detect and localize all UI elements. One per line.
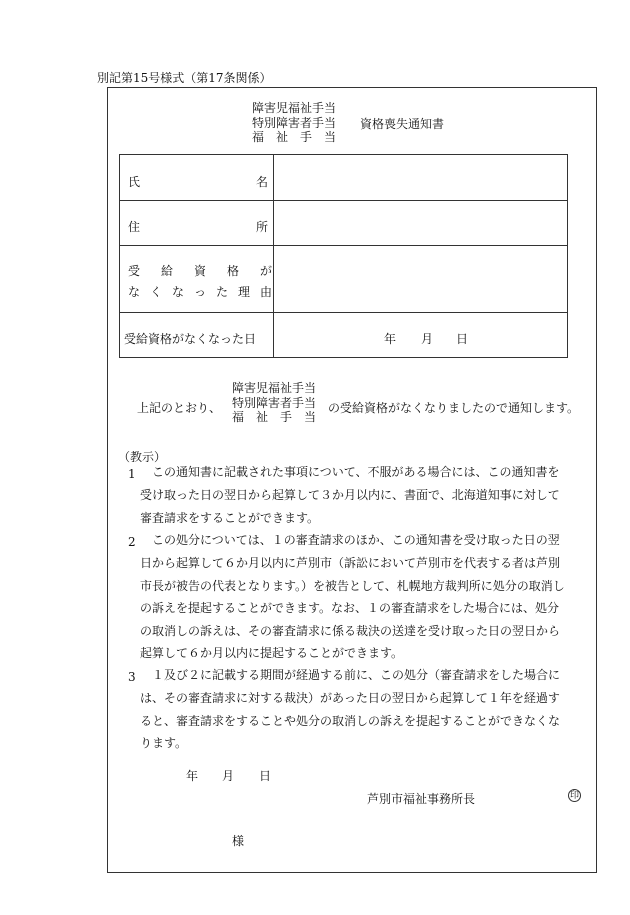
- instruction-line: の取消しの訴えは、その審査請求に係る裁決の送達を受け取った日の翌日から: [140, 623, 561, 638]
- notice-prefix: 上記のとおり、: [137, 401, 222, 415]
- issue-year-label: 年: [186, 769, 199, 783]
- notice-allowance: 福 祉 手 当: [232, 410, 317, 424]
- address-field[interactable]: [274, 201, 567, 245]
- name-label-right: 名: [256, 175, 269, 189]
- instruction-line: は、その審査請求に対する裁決）があった日の翌日から起算して１年を経過す: [140, 691, 560, 705]
- notice-allowance: 障害児福祉手当: [232, 381, 317, 395]
- title-line: 障害児福祉手当: [252, 101, 337, 115]
- seal-mark: 印: [569, 791, 579, 801]
- reason-label-line1: 受給資格が: [128, 264, 272, 278]
- title-line: 福 祉 手 当: [252, 130, 337, 144]
- title-suffix: 資格喪失通知書: [360, 117, 445, 131]
- instruction-line: この通知書に記載された事項について、不服がある場合には、この通知書を: [152, 465, 560, 479]
- title-line: 特別障害者手当: [252, 115, 337, 130]
- instruction-item: [152, 664, 560, 687]
- table-row-divider: [120, 312, 567, 313]
- instruction-number: 3: [128, 670, 136, 684]
- instruction-item: [152, 461, 560, 484]
- info-table: [119, 154, 568, 358]
- form-label: 別記第15号様式（第17条関係）: [97, 71, 272, 85]
- issue-month-label: 月: [222, 769, 235, 783]
- instruction-line: 市長が被告の代表となります。）を被告として、札幌地方裁判所に処分の取消し: [140, 578, 565, 593]
- instruction-line: この処分については、１の審査請求のほか、この通知書を受け取った日の翌: [152, 533, 560, 547]
- instruction-line: 日から起算して６か月以内に芦別市（訴訟において芦別市を代表する者は芦別: [140, 556, 561, 570]
- instruction-item: [152, 529, 560, 552]
- instruction-line: 審査請求をすることができます。: [140, 510, 320, 525]
- name-field[interactable]: [274, 155, 567, 200]
- instruction-item-continuation: [140, 687, 560, 755]
- addressee-honorific: 様: [232, 834, 245, 848]
- instruction-line: １及び２に記載する期間が経過する前に、この処分（審査請求をした場合に: [152, 668, 561, 682]
- instruction-item-continuation: [140, 484, 560, 529]
- notice-allowance-list: [232, 381, 316, 425]
- notice-suffix: の受給資格がなくなりましたので通知します。: [328, 401, 580, 415]
- date-month-label: 月: [421, 332, 434, 346]
- instruction-line: ります。: [140, 736, 188, 750]
- instructions-heading: （教示）: [118, 450, 167, 464]
- date-year-label: 年: [384, 332, 397, 346]
- name-label-left: 氏: [128, 175, 141, 189]
- instruction-line: の訴えを提起することができます。なお、１の審査請求をした場合には、処分: [140, 601, 560, 615]
- notice-allowance: 特別障害者手当: [232, 395, 317, 410]
- instruction-line: 受け取った日の翌日から起算して３か月以内に、書面で、北海道知事に対して: [140, 488, 560, 502]
- date-day-label: 日: [456, 332, 469, 346]
- instruction-number: 1: [128, 467, 136, 481]
- issue-day-label: 日: [259, 769, 272, 783]
- title-allowance-list: [252, 101, 336, 145]
- reason-label-line2: なくなった理由: [128, 285, 272, 299]
- instruction-item-continuation: [140, 552, 565, 665]
- instruction-line: ると、審査請求をすることや処分の取消しの訴えを提起することができなくな: [140, 713, 561, 728]
- reason-field[interactable]: [274, 246, 567, 312]
- address-label-right: 所: [256, 220, 269, 234]
- issuing-office: 芦別市福祉事務所長: [367, 792, 476, 806]
- instruction-line: 起算して６か月以内に提起することができます。: [140, 646, 404, 660]
- date-label: 受給資格がなくなった日: [124, 332, 257, 346]
- address-label-left: 住: [128, 220, 141, 234]
- instruction-number: 2: [128, 535, 136, 549]
